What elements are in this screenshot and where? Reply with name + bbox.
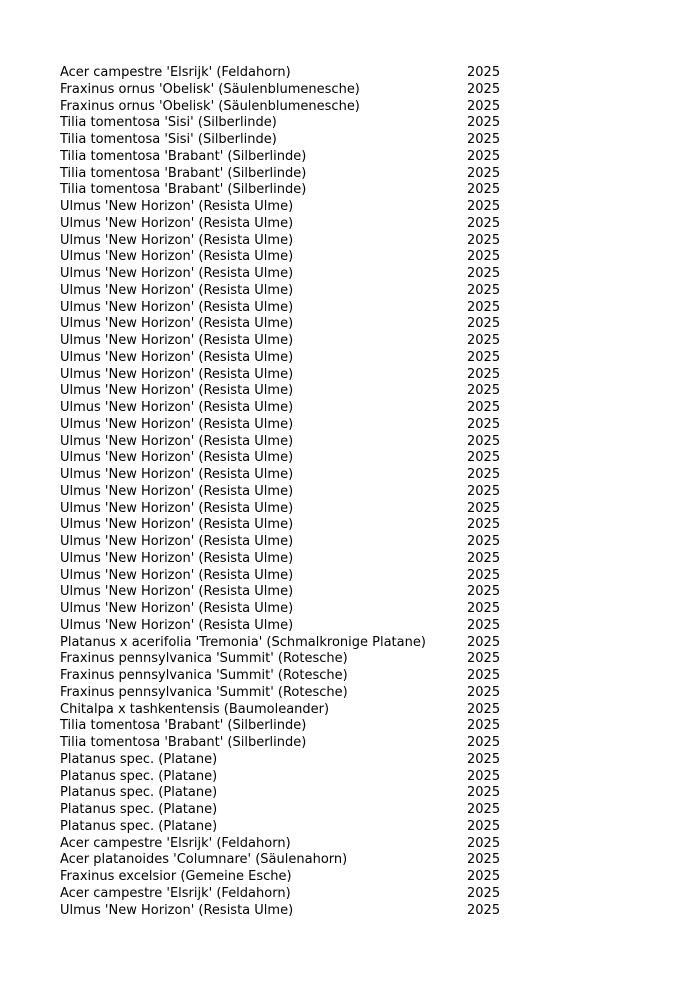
tree-name: Ulmus 'New Horizon' (Resista Ulme) bbox=[60, 584, 294, 600]
table-row bbox=[60, 65, 500, 82]
planting-year: 2025 bbox=[467, 65, 501, 80]
planting-year: 2025 bbox=[467, 199, 501, 214]
table-row bbox=[60, 802, 500, 819]
tree-name: Tilia tomentosa 'Brabant' (Silberlinde) bbox=[60, 148, 307, 164]
planting-year: 2025 bbox=[467, 517, 501, 533]
tree-name: Acer campestre 'Elsrijk' (Feldahorn) bbox=[60, 885, 291, 901]
planting-year: 2025 bbox=[467, 483, 501, 499]
planting-year: 2025 bbox=[467, 400, 501, 415]
tree-name: Ulmus 'New Horizon' (Resista Ulme) bbox=[60, 383, 294, 399]
planting-year: 2025 bbox=[467, 835, 501, 851]
tree-name: Ulmus 'New Horizon' (Resista Ulme) bbox=[60, 282, 294, 298]
planting-year: 2025 bbox=[467, 299, 501, 315]
table-row bbox=[60, 718, 500, 735]
tree-name: Tilia tomentosa 'Brabant' (Silberlinde) bbox=[60, 718, 307, 734]
table-row bbox=[60, 501, 500, 518]
table-row bbox=[60, 869, 500, 886]
planting-year: 2025 bbox=[467, 869, 501, 884]
planting-year: 2025 bbox=[467, 668, 501, 683]
tree-name: Ulmus 'New Horizon' (Resista Ulme) bbox=[60, 500, 294, 516]
table-row bbox=[60, 316, 500, 333]
planting-year: 2025 bbox=[467, 115, 501, 131]
planting-year: 2025 bbox=[467, 651, 501, 667]
tree-name: Ulmus 'New Horizon' (Resista Ulme) bbox=[60, 199, 294, 214]
planting-year: 2025 bbox=[467, 383, 501, 399]
planting-year: 2025 bbox=[467, 467, 501, 482]
planting-year: 2025 bbox=[467, 718, 501, 734]
table-row bbox=[60, 618, 500, 635]
tree-name: Tilia tomentosa 'Brabant' (Silberlinde) bbox=[60, 165, 307, 181]
planting-year: 2025 bbox=[467, 785, 501, 801]
tree-name: Fraxinus ornus 'Obelisk' (Säulenblumenesche) bbox=[60, 98, 360, 114]
table-row bbox=[60, 115, 500, 132]
planting-year: 2025 bbox=[467, 802, 501, 817]
planting-year: 2025 bbox=[467, 266, 501, 281]
planting-year: 2025 bbox=[467, 852, 501, 868]
tree-name: Ulmus 'New Horizon' (Resista Ulme) bbox=[60, 550, 294, 566]
tree-name: Platanus spec. (Platane) bbox=[60, 802, 218, 817]
tree-name: Fraxinus pennsylvanica 'Summit' (Rotesche) bbox=[60, 651, 348, 667]
planting-year: 2025 bbox=[467, 902, 501, 918]
table-row bbox=[60, 216, 500, 233]
planting-year: 2025 bbox=[467, 567, 501, 583]
table-row bbox=[60, 584, 500, 601]
planting-year: 2025 bbox=[467, 885, 501, 901]
planting-year: 2025 bbox=[467, 81, 501, 97]
table-row bbox=[60, 149, 500, 166]
table-row bbox=[60, 233, 500, 250]
table-row bbox=[60, 300, 500, 317]
table-row bbox=[60, 417, 500, 434]
planting-year: 2025 bbox=[467, 550, 501, 566]
planting-year: 2025 bbox=[467, 316, 501, 332]
planting-year: 2025 bbox=[467, 249, 501, 265]
planting-year: 2025 bbox=[467, 215, 501, 231]
planting-year: 2025 bbox=[467, 684, 501, 700]
planting-year: 2025 bbox=[467, 182, 501, 198]
tree-name: Ulmus 'New Horizon' (Resista Ulme) bbox=[60, 249, 294, 265]
tree-name: Platanus spec. (Platane) bbox=[60, 768, 218, 784]
table-row bbox=[60, 132, 500, 149]
tree-name: Tilia tomentosa 'Sisi' (Silberlinde) bbox=[60, 132, 277, 147]
tree-name: Fraxinus pennsylvanica 'Summit' (Rotesche) bbox=[60, 668, 348, 683]
table-row bbox=[60, 400, 500, 417]
tree-name: Ulmus 'New Horizon' (Resista Ulme) bbox=[60, 299, 294, 315]
tree-name: Fraxinus ornus 'Obelisk' (Säulenblumenesche) bbox=[60, 81, 360, 97]
table-row bbox=[60, 601, 500, 618]
table-row bbox=[60, 99, 500, 116]
tree-name: Ulmus 'New Horizon' (Resista Ulme) bbox=[60, 902, 294, 918]
table-row bbox=[60, 819, 500, 836]
planting-year: 2025 bbox=[467, 416, 501, 432]
tree-name: Tilia tomentosa 'Brabant' (Silberlinde) bbox=[60, 735, 307, 750]
table-row bbox=[60, 769, 500, 786]
planting-year: 2025 bbox=[467, 333, 501, 348]
planting-year: 2025 bbox=[467, 601, 501, 616]
planting-year: 2025 bbox=[467, 751, 501, 767]
planting-year: 2025 bbox=[467, 634, 501, 650]
planting-year: 2025 bbox=[467, 282, 501, 298]
table-row bbox=[60, 568, 500, 585]
table-row bbox=[60, 534, 500, 551]
tree-name: Ulmus 'New Horizon' (Resista Ulme) bbox=[60, 416, 294, 432]
tree-name: Ulmus 'New Horizon' (Resista Ulme) bbox=[60, 433, 294, 449]
table-row bbox=[60, 551, 500, 568]
tree-name: Ulmus 'New Horizon' (Resista Ulme) bbox=[60, 517, 294, 533]
planting-year: 2025 bbox=[467, 500, 501, 516]
tree-name: Ulmus 'New Horizon' (Resista Ulme) bbox=[60, 333, 294, 348]
table-row bbox=[60, 651, 500, 668]
table-row bbox=[60, 367, 500, 384]
tree-name: Acer platanoides 'Columnare' (Säulenahorn) bbox=[60, 852, 348, 868]
table-row bbox=[60, 886, 500, 903]
planting-year: 2025 bbox=[467, 349, 501, 365]
table-row bbox=[60, 450, 500, 467]
table-row bbox=[60, 82, 500, 99]
planting-year: 2025 bbox=[467, 366, 501, 382]
tree-name: Platanus x acerifolia 'Tremonia' (Schmalkronige Platane) bbox=[60, 634, 426, 650]
table-row bbox=[60, 333, 500, 350]
planting-year: 2025 bbox=[467, 701, 501, 717]
table-row bbox=[60, 785, 500, 802]
tree-name: Ulmus 'New Horizon' (Resista Ulme) bbox=[60, 567, 294, 583]
table-row bbox=[60, 702, 500, 719]
table-row bbox=[60, 249, 500, 266]
table-row bbox=[60, 735, 500, 752]
planting-year: 2025 bbox=[467, 433, 501, 449]
planting-year: 2025 bbox=[467, 165, 501, 181]
tree-name: Ulmus 'New Horizon' (Resista Ulme) bbox=[60, 215, 294, 231]
planting-year: 2025 bbox=[467, 534, 501, 549]
tree-name: Ulmus 'New Horizon' (Resista Ulme) bbox=[60, 316, 294, 332]
table-row bbox=[60, 350, 500, 367]
planting-year: 2025 bbox=[467, 584, 501, 600]
tree-name: Fraxinus excelsior (Gemeine Esche) bbox=[60, 869, 292, 884]
planting-year: 2025 bbox=[467, 450, 501, 466]
tree-name: Chitalpa x tashkentensis (Baumoleander) bbox=[60, 701, 330, 717]
table-row bbox=[60, 852, 500, 869]
tree-name: Platanus spec. (Platane) bbox=[60, 785, 218, 801]
tree-name: Tilia tomentosa 'Sisi' (Silberlinde) bbox=[60, 115, 277, 131]
tree-name: Ulmus 'New Horizon' (Resista Ulme) bbox=[60, 467, 294, 482]
tree-name: Ulmus 'New Horizon' (Resista Ulme) bbox=[60, 483, 294, 499]
tree-name: Platanus spec. (Platane) bbox=[60, 818, 218, 834]
table-row bbox=[60, 685, 500, 702]
tree-name: Ulmus 'New Horizon' (Resista Ulme) bbox=[60, 349, 294, 365]
planting-year: 2025 bbox=[467, 148, 501, 164]
tree-name: Tilia tomentosa 'Brabant' (Silberlinde) bbox=[60, 182, 307, 198]
table-row bbox=[60, 467, 500, 484]
tree-name: Fraxinus pennsylvanica 'Summit' (Rotesche) bbox=[60, 684, 348, 700]
table-row bbox=[60, 484, 500, 501]
table-row bbox=[60, 383, 500, 400]
tree-name: Ulmus 'New Horizon' (Resista Ulme) bbox=[60, 366, 294, 382]
table-row bbox=[60, 434, 500, 451]
planting-year: 2025 bbox=[467, 98, 501, 114]
tree-name: Ulmus 'New Horizon' (Resista Ulme) bbox=[60, 450, 294, 466]
tree-name: Ulmus 'New Horizon' (Resista Ulme) bbox=[60, 601, 294, 616]
planting-year: 2025 bbox=[467, 768, 501, 784]
tree-name: Ulmus 'New Horizon' (Resista Ulme) bbox=[60, 534, 294, 549]
table-row bbox=[60, 166, 500, 183]
planting-year: 2025 bbox=[467, 617, 501, 633]
table-row bbox=[60, 903, 500, 920]
tree-name: Ulmus 'New Horizon' (Resista Ulme) bbox=[60, 266, 294, 281]
tree-name: Ulmus 'New Horizon' (Resista Ulme) bbox=[60, 617, 294, 633]
planting-year: 2025 bbox=[467, 818, 501, 834]
tree-list bbox=[60, 65, 500, 919]
table-row bbox=[60, 752, 500, 769]
table-row bbox=[60, 199, 500, 216]
table-row bbox=[60, 517, 500, 534]
table-row bbox=[60, 266, 500, 283]
planting-year: 2025 bbox=[467, 132, 501, 147]
table-row bbox=[60, 182, 500, 199]
planting-year: 2025 bbox=[467, 735, 501, 750]
tree-name: Ulmus 'New Horizon' (Resista Ulme) bbox=[60, 400, 294, 415]
table-row bbox=[60, 668, 500, 685]
table-row bbox=[60, 283, 500, 300]
tree-name: Acer campestre 'Elsrijk' (Feldahorn) bbox=[60, 65, 291, 80]
table-row bbox=[60, 635, 500, 652]
tree-name: Platanus spec. (Platane) bbox=[60, 751, 218, 767]
table-row bbox=[60, 836, 500, 853]
planting-year: 2025 bbox=[467, 232, 501, 248]
tree-name: Acer campestre 'Elsrijk' (Feldahorn) bbox=[60, 835, 291, 851]
tree-name: Ulmus 'New Horizon' (Resista Ulme) bbox=[60, 232, 294, 248]
